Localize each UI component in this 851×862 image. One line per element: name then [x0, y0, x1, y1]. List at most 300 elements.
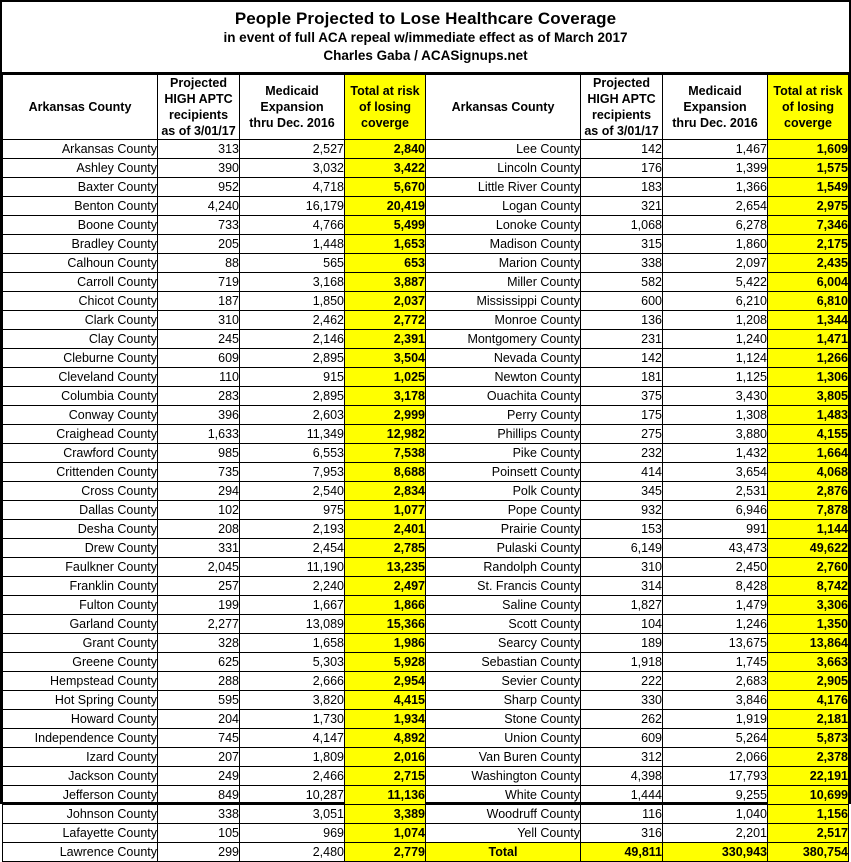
medicaid-value-right: 1,125: [663, 368, 768, 387]
county-name-left: Benton County: [3, 197, 158, 216]
risk-value-right: 1,350: [768, 615, 849, 634]
table-row: [3, 653, 849, 672]
medicaid-value-right: 2,531: [663, 482, 768, 501]
risk-value-left: 1,025: [345, 368, 426, 387]
risk-value-right: 4,155: [768, 425, 849, 444]
medicaid-value-left: 2,480: [240, 843, 345, 862]
risk-value-left: 3,887: [345, 273, 426, 292]
risk-value-right: 7,346: [768, 216, 849, 235]
risk-value-left: 20,419: [345, 197, 426, 216]
risk-value-left: 3,178: [345, 387, 426, 406]
aptc-value-right: 176: [581, 159, 663, 178]
column-header-aptc-left: [158, 75, 240, 140]
totals-label: Total: [426, 843, 581, 862]
aptc-value-left: 733: [158, 216, 240, 235]
table-row: [3, 349, 849, 368]
medicaid-value-left: 2,240: [240, 577, 345, 596]
risk-head-l2: of losing: [358, 100, 412, 114]
table-row: [3, 406, 849, 425]
county-name-left: Hempstead County: [3, 672, 158, 691]
county-name-right: Stone County: [426, 710, 581, 729]
totals-aptc: 49,811: [581, 843, 663, 862]
table-row: [3, 330, 849, 349]
county-name-right: Washington County: [426, 767, 581, 786]
county-name-right: Scott County: [426, 615, 581, 634]
risk-value-right: 1,144: [768, 520, 849, 539]
aptc-value-left: 208: [158, 520, 240, 539]
county-name-right: Yell County: [426, 824, 581, 843]
risk-value-left: 653: [345, 254, 426, 273]
medicaid-value-left: 4,766: [240, 216, 345, 235]
medicaid-value-left: 7,953: [240, 463, 345, 482]
risk-value-left: 1,077: [345, 501, 426, 520]
aptc-head-l2: HIGH APTC: [164, 92, 233, 106]
aptc-value-right: 582: [581, 273, 663, 292]
table-row: [3, 387, 849, 406]
aptc-head-r2: HIGH APTC: [587, 92, 656, 106]
aptc-value-left: 288: [158, 672, 240, 691]
risk-value-right: 22,191: [768, 767, 849, 786]
aptc-value-left: 849: [158, 786, 240, 805]
aptc-value-left: 249: [158, 767, 240, 786]
risk-value-left: 1,986: [345, 634, 426, 653]
county-name-left: Johnson County: [3, 805, 158, 824]
aptc-value-right: 1,068: [581, 216, 663, 235]
aptc-value-left: 625: [158, 653, 240, 672]
table-row: [3, 786, 849, 805]
county-name-left: Conway County: [3, 406, 158, 425]
risk-value-right: 10,699: [768, 786, 849, 805]
medicaid-value-right: 1,308: [663, 406, 768, 425]
county-name-left: Crawford County: [3, 444, 158, 463]
risk-value-left: 2,834: [345, 482, 426, 501]
county-name-right: Madison County: [426, 235, 581, 254]
medicaid-value-left: 1,448: [240, 235, 345, 254]
risk-head-r3: coverge: [784, 116, 832, 130]
risk-value-right: 1,156: [768, 805, 849, 824]
county-name-right: Perry County: [426, 406, 581, 425]
medicaid-value-right: 1,860: [663, 235, 768, 254]
aptc-value-right: 142: [581, 140, 663, 159]
medicaid-value-left: 4,147: [240, 729, 345, 748]
county-name-left: Drew County: [3, 539, 158, 558]
risk-value-right: 8,742: [768, 577, 849, 596]
risk-value-right: 4,176: [768, 691, 849, 710]
risk-value-right: 49,622: [768, 539, 849, 558]
county-name-left: Baxter County: [3, 178, 158, 197]
risk-value-right: 5,873: [768, 729, 849, 748]
county-name-left: Crittenden County: [3, 463, 158, 482]
county-name-right: Randolph County: [426, 558, 581, 577]
aptc-value-left: 110: [158, 368, 240, 387]
risk-value-right: 1,609: [768, 140, 849, 159]
medicaid-value-left: 13,089: [240, 615, 345, 634]
column-header-medicaid-right: [663, 75, 768, 140]
medicaid-value-left: 2,527: [240, 140, 345, 159]
medicaid-value-right: 1,040: [663, 805, 768, 824]
medicaid-value-right: 6,946: [663, 501, 768, 520]
risk-value-left: 2,779: [345, 843, 426, 862]
aptc-value-left: 257: [158, 577, 240, 596]
medicaid-value-left: 11,349: [240, 425, 345, 444]
table-row: [3, 672, 849, 691]
county-name-right: Ouachita County: [426, 387, 581, 406]
aptc-value-right: 142: [581, 349, 663, 368]
county-name-left: Jackson County: [3, 767, 158, 786]
medicaid-value-left: 1,667: [240, 596, 345, 615]
table-row: [3, 197, 849, 216]
risk-value-left: 3,504: [345, 349, 426, 368]
aptc-value-right: 4,398: [581, 767, 663, 786]
aptc-value-right: 609: [581, 729, 663, 748]
county-name-left: Izard County: [3, 748, 158, 767]
aptc-value-left: 2,045: [158, 558, 240, 577]
aptc-value-right: 932: [581, 501, 663, 520]
medicaid-value-right: 1,919: [663, 710, 768, 729]
medicaid-head-r2: Expansion: [683, 100, 747, 114]
table-row: [3, 691, 849, 710]
medicaid-value-left: 1,730: [240, 710, 345, 729]
table-header: [3, 75, 849, 140]
risk-value-left: 5,670: [345, 178, 426, 197]
medicaid-value-right: 17,793: [663, 767, 768, 786]
aptc-value-left: 745: [158, 729, 240, 748]
risk-value-left: 2,016: [345, 748, 426, 767]
aptc-value-right: 315: [581, 235, 663, 254]
risk-value-right: 1,664: [768, 444, 849, 463]
medicaid-value-left: 4,718: [240, 178, 345, 197]
aptc-value-left: 207: [158, 748, 240, 767]
medicaid-value-left: 565: [240, 254, 345, 273]
county-name-right: Searcy County: [426, 634, 581, 653]
table-row: [3, 444, 849, 463]
aptc-head-r3: recipients: [591, 108, 652, 122]
county-name-left: Howard County: [3, 710, 158, 729]
page-subtitle: in event of full ACA repeal w/immediate effect as of March 2017: [223, 30, 628, 45]
aptc-value-left: 310: [158, 311, 240, 330]
medicaid-value-left: 2,462: [240, 311, 345, 330]
county-name-left: Ashley County: [3, 159, 158, 178]
aptc-value-right: 262: [581, 710, 663, 729]
column-header-county-left: Arkansas County: [3, 75, 158, 140]
medicaid-value-left: 2,146: [240, 330, 345, 349]
risk-value-left: 15,366: [345, 615, 426, 634]
county-name-left: Cleveland County: [3, 368, 158, 387]
page-title: People Projected to Lose Healthcare Coverage: [234, 9, 617, 28]
county-name-left: Cross County: [3, 482, 158, 501]
county-name-left: Greene County: [3, 653, 158, 672]
medicaid-value-left: 1,809: [240, 748, 345, 767]
table-row: [3, 710, 849, 729]
table-row: [3, 634, 849, 653]
risk-value-right: 2,181: [768, 710, 849, 729]
medicaid-value-left: 6,553: [240, 444, 345, 463]
county-name-right: Pope County: [426, 501, 581, 520]
medicaid-head-l2: Expansion: [260, 100, 324, 114]
medicaid-value-left: 10,287: [240, 786, 345, 805]
risk-value-right: 2,175: [768, 235, 849, 254]
risk-value-right: 2,975: [768, 197, 849, 216]
risk-value-left: 12,982: [345, 425, 426, 444]
risk-value-right: 1,483: [768, 406, 849, 425]
aptc-value-left: 187: [158, 292, 240, 311]
medicaid-value-right: 3,654: [663, 463, 768, 482]
medicaid-value-right: 3,430: [663, 387, 768, 406]
aptc-value-right: 116: [581, 805, 663, 824]
aptc-value-left: 313: [158, 140, 240, 159]
table-row: [3, 577, 849, 596]
aptc-value-left: 952: [158, 178, 240, 197]
column-header-risk-right: [768, 75, 849, 140]
aptc-value-right: 600: [581, 292, 663, 311]
medicaid-value-left: 2,540: [240, 482, 345, 501]
risk-value-right: 4,068: [768, 463, 849, 482]
aptc-value-left: 88: [158, 254, 240, 273]
risk-value-right: 2,378: [768, 748, 849, 767]
risk-value-right: 7,878: [768, 501, 849, 520]
county-name-left: Grant County: [3, 634, 158, 653]
table-row: [3, 748, 849, 767]
aptc-value-right: 310: [581, 558, 663, 577]
risk-value-right: 2,905: [768, 672, 849, 691]
county-name-left: Columbia County: [3, 387, 158, 406]
aptc-value-right: 175: [581, 406, 663, 425]
medicaid-value-right: 5,422: [663, 273, 768, 292]
county-name-left: Chicot County: [3, 292, 158, 311]
risk-value-left: 7,538: [345, 444, 426, 463]
aptc-value-right: 1,827: [581, 596, 663, 615]
medicaid-value-left: 16,179: [240, 197, 345, 216]
aptc-value-left: 595: [158, 691, 240, 710]
medicaid-value-left: 3,168: [240, 273, 345, 292]
medicaid-value-right: 2,201: [663, 824, 768, 843]
risk-value-left: 2,954: [345, 672, 426, 691]
aptc-value-right: 330: [581, 691, 663, 710]
medicaid-value-left: 915: [240, 368, 345, 387]
risk-value-left: 2,999: [345, 406, 426, 425]
medicaid-value-right: 2,450: [663, 558, 768, 577]
risk-value-left: 1,074: [345, 824, 426, 843]
aptc-value-right: 222: [581, 672, 663, 691]
table-body: [3, 140, 849, 862]
medicaid-value-right: 1,467: [663, 140, 768, 159]
county-name-left: Bradley County: [3, 235, 158, 254]
county-name-left: Clay County: [3, 330, 158, 349]
county-name-right: Polk County: [426, 482, 581, 501]
aptc-value-right: 275: [581, 425, 663, 444]
aptc-value-left: 719: [158, 273, 240, 292]
medicaid-value-left: 2,603: [240, 406, 345, 425]
medicaid-value-right: 1,432: [663, 444, 768, 463]
medicaid-value-right: 6,210: [663, 292, 768, 311]
risk-value-right: 3,306: [768, 596, 849, 615]
totals-medicaid: 330,943: [663, 843, 768, 862]
county-name-right: Newton County: [426, 368, 581, 387]
risk-value-left: 4,415: [345, 691, 426, 710]
medicaid-value-left: 2,895: [240, 349, 345, 368]
table-row: [3, 140, 849, 159]
medicaid-value-left: 5,303: [240, 653, 345, 672]
column-header-risk-left: [345, 75, 426, 140]
medicaid-value-left: 1,850: [240, 292, 345, 311]
risk-value-left: 2,401: [345, 520, 426, 539]
medicaid-head-r1: Medicaid: [688, 84, 742, 98]
aptc-value-right: 312: [581, 748, 663, 767]
medicaid-value-left: 3,051: [240, 805, 345, 824]
county-name-left: Jefferson County: [3, 786, 158, 805]
table-row: [3, 368, 849, 387]
medicaid-head-l3: thru Dec. 2016: [249, 116, 335, 130]
aptc-value-right: 321: [581, 197, 663, 216]
risk-value-left: 2,772: [345, 311, 426, 330]
medicaid-value-right: 5,264: [663, 729, 768, 748]
county-name-left: Calhoun County: [3, 254, 158, 273]
risk-head-r1: Total at risk: [773, 84, 843, 98]
table-row: [3, 235, 849, 254]
aptc-value-left: 245: [158, 330, 240, 349]
aptc-value-left: 396: [158, 406, 240, 425]
medicaid-value-left: 969: [240, 824, 345, 843]
aptc-head-r1: Projected: [593, 76, 650, 90]
risk-value-left: 1,653: [345, 235, 426, 254]
county-name-right: Van Buren County: [426, 748, 581, 767]
table-row: [3, 558, 849, 577]
risk-value-left: 2,840: [345, 140, 426, 159]
medicaid-value-right: 1,399: [663, 159, 768, 178]
county-name-right: White County: [426, 786, 581, 805]
risk-value-right: 1,549: [768, 178, 849, 197]
aptc-value-left: 102: [158, 501, 240, 520]
medicaid-value-right: 1,124: [663, 349, 768, 368]
aptc-value-right: 1,444: [581, 786, 663, 805]
table-row: [3, 311, 849, 330]
risk-value-right: 2,876: [768, 482, 849, 501]
county-name-right: St. Francis County: [426, 577, 581, 596]
aptc-value-right: 183: [581, 178, 663, 197]
table-row: [3, 159, 849, 178]
county-name-right: Miller County: [426, 273, 581, 292]
county-name-right: Montgomery County: [426, 330, 581, 349]
page-byline: Charles Gaba / ACASignups.net: [323, 48, 528, 63]
title-block: [2, 2, 849, 74]
risk-value-right: 6,810: [768, 292, 849, 311]
medicaid-value-right: 1,208: [663, 311, 768, 330]
table-row: [3, 463, 849, 482]
table-row: [3, 292, 849, 311]
county-name-right: Lincoln County: [426, 159, 581, 178]
risk-value-right: 2,760: [768, 558, 849, 577]
county-name-left: Carroll County: [3, 273, 158, 292]
risk-value-left: 2,391: [345, 330, 426, 349]
county-name-left: Garland County: [3, 615, 158, 634]
county-name-right: Little River County: [426, 178, 581, 197]
medicaid-value-left: 2,895: [240, 387, 345, 406]
risk-head-l1: Total at risk: [350, 84, 420, 98]
table-row: [3, 596, 849, 615]
medicaid-value-right: 43,473: [663, 539, 768, 558]
risk-value-right: 3,663: [768, 653, 849, 672]
county-name-right: Phillips County: [426, 425, 581, 444]
county-name-right: Pulaski County: [426, 539, 581, 558]
county-name-right: Logan County: [426, 197, 581, 216]
aptc-value-right: 231: [581, 330, 663, 349]
medicaid-value-left: 2,466: [240, 767, 345, 786]
risk-head-r2: of losing: [781, 100, 835, 114]
medicaid-value-right: 13,675: [663, 634, 768, 653]
risk-value-left: 2,785: [345, 539, 426, 558]
aptc-value-right: 153: [581, 520, 663, 539]
aptc-value-right: 414: [581, 463, 663, 482]
aptc-value-left: 328: [158, 634, 240, 653]
risk-value-right: 6,004: [768, 273, 849, 292]
aptc-value-left: 204: [158, 710, 240, 729]
aptc-value-right: 136: [581, 311, 663, 330]
aptc-value-left: 294: [158, 482, 240, 501]
risk-value-right: 1,344: [768, 311, 849, 330]
header-row: [3, 75, 849, 140]
medicaid-value-right: 2,097: [663, 254, 768, 273]
aptc-value-right: 375: [581, 387, 663, 406]
table-row: [3, 824, 849, 843]
county-name-right: Prairie County: [426, 520, 581, 539]
aptc-head-l3: recipients: [168, 108, 229, 122]
medicaid-value-right: 2,654: [663, 197, 768, 216]
risk-value-left: 2,715: [345, 767, 426, 786]
county-name-left: Craighead County: [3, 425, 158, 444]
county-name-right: Mississippi County: [426, 292, 581, 311]
risk-value-left: 11,136: [345, 786, 426, 805]
aptc-value-left: 609: [158, 349, 240, 368]
risk-value-left: 8,688: [345, 463, 426, 482]
county-name-right: Sebastian County: [426, 653, 581, 672]
medicaid-head-l1: Medicaid: [265, 84, 319, 98]
table-row: [3, 767, 849, 786]
aptc-head-r4: as of 3/01/17: [584, 124, 659, 138]
county-name-right: Union County: [426, 729, 581, 748]
risk-value-left: 4,892: [345, 729, 426, 748]
risk-value-left: 13,235: [345, 558, 426, 577]
aptc-value-right: 314: [581, 577, 663, 596]
risk-value-left: 5,928: [345, 653, 426, 672]
table-row: [3, 843, 849, 862]
column-header-medicaid-left: [240, 75, 345, 140]
table-row: [3, 254, 849, 273]
table-row: [3, 482, 849, 501]
medicaid-value-right: 2,683: [663, 672, 768, 691]
medicaid-value-left: 975: [240, 501, 345, 520]
county-name-right: Saline County: [426, 596, 581, 615]
aptc-value-right: 316: [581, 824, 663, 843]
medicaid-value-right: 1,745: [663, 653, 768, 672]
county-name-right: Lonoke County: [426, 216, 581, 235]
medicaid-value-right: 3,846: [663, 691, 768, 710]
aptc-value-right: 345: [581, 482, 663, 501]
aptc-value-left: 338: [158, 805, 240, 824]
medicaid-value-right: 2,066: [663, 748, 768, 767]
county-name-right: Monroe County: [426, 311, 581, 330]
risk-value-left: 5,499: [345, 216, 426, 235]
aptc-value-right: 181: [581, 368, 663, 387]
aptc-value-left: 2,277: [158, 615, 240, 634]
table-row: [3, 615, 849, 634]
aptc-value-left: 1,633: [158, 425, 240, 444]
medicaid-value-left: 3,032: [240, 159, 345, 178]
totals-risk: 380,754: [768, 843, 849, 862]
county-name-left: Arkansas County: [3, 140, 158, 159]
aptc-value-left: 283: [158, 387, 240, 406]
medicaid-value-left: 2,454: [240, 539, 345, 558]
aptc-head-l4: as of 3/01/17: [161, 124, 236, 138]
